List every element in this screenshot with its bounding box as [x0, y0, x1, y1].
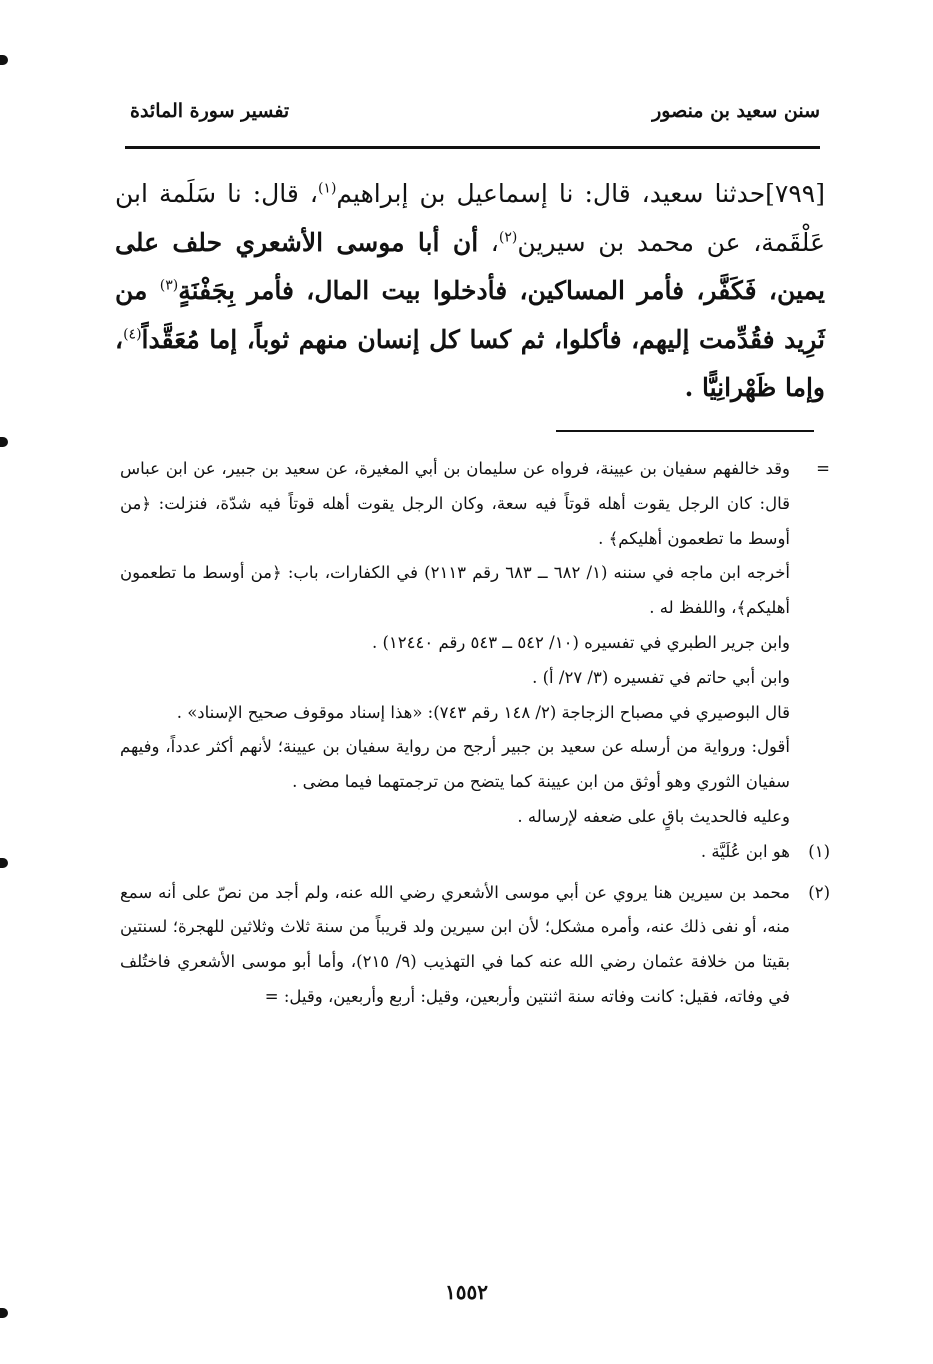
footnote-1 [120, 835, 830, 870]
footnote-text: هو ابن عُلَيَّة . [700, 841, 790, 861]
footnote-number: (١) [808, 841, 830, 861]
footnote-separator [556, 430, 814, 432]
matn-text: ، وإما ظَهْرانِيًّا . [115, 324, 825, 402]
isnad-text: ، [478, 227, 499, 257]
footnote-2 [120, 876, 830, 1015]
isnad-text: حدثنا سعيد، قال: نا إسماعيل بن إبراهيم [336, 179, 766, 208]
hadith-text [115, 170, 825, 413]
note-paragraph: أقول: ورواية من أرسله عن سعيد بن جبير أرجح من رواية سفيان بن عيينة؛ لأنهم أكثر عدداً، وفيهم سفيان الثوري وهو أوثق من ابن عيينة كما يتضح من ترجمتهما فيما مضى . [120, 737, 790, 792]
header-divider [125, 146, 820, 149]
note-paragraph: وابن جرير الطبري في تفسيره (١٠/ ٥٤٢ ــ ٥٤٣ رقم ١٢٤٤٠) . [371, 632, 790, 652]
footnote-ref-2: (٢) [498, 229, 518, 246]
note-paragraph: وقد خالفهم سفيان بن عيينة، فرواه عن سليمان بن أبي المغيرة، عن سعيد بن جبير، عن ابن عباس قال: كان الرجل يقوت أهله قوتاً فيه سعة، وكان الرجل يقوت أهله قوتاً فيه شدّة، فنزلت: ﴿من أوسط ما تطعمون أهليكم﴾ . [120, 459, 790, 548]
matn-text: أن أبا موسى الأشعري حلف على يمين، فَكَفَّر، فأمر المساكين، فأدخلوا بيت المال، فأمر بِجَفْنَةٍ [115, 227, 825, 305]
footnote-number: (٢) [808, 882, 830, 902]
chapter-title: تفسير سورة المائدة [130, 100, 290, 122]
binding-hole-mark [0, 437, 8, 447]
note-paragraph: وعليه فالحديث باقٍ على ضعفه لإرساله . [517, 806, 790, 826]
binding-hole-mark [0, 858, 8, 868]
footnote-continuation [120, 452, 830, 556]
note-paragraph: أخرجه ابن ماجه في سننه (١/ ٦٨٢ ــ ٦٨٣ رقم ٢١١٣) في الكفارات، باب: ﴿من أوسط ما تطعمون أهليكم﴾، واللفظ له . [120, 563, 790, 618]
binding-hole-mark [0, 1308, 8, 1318]
isnad-text: ، قال: نا سَلَمة ابن عَلْقَمة، عن محمد بن سيرين [115, 179, 826, 257]
footnotes [120, 452, 830, 1015]
binding-hole-mark [0, 55, 8, 65]
matn-text: من ثَرِيد فقُدِّمت إليهم، فأكلوا، ثم كسا كل إنسان منهم ثوباً، إما مُعَقَّداً [115, 276, 825, 354]
book-title: سنن سعيد بن منصور [652, 100, 820, 122]
note-paragraph: وابن أبي حاتم في تفسيره (٣/ ٢٧/ أ) . [532, 667, 790, 687]
footnote-text: محمد بن سيرين هنا يروي عن أبي موسى الأشعري رضي الله عنه، ولم أجد من نصّ على أنه سمع منه، أو نفى ذلك عنه، وأمره مشكل؛ لأن ابن سيرين ولد قريباً من سنة ثلاث وثلاثين للهجرة؛ لسنتين بقيتا من خلافة عثمان رضي الله عنه كما في التهذيب (٩/ ٢١٥)، وأما أبو موسى الأشعري فاختُلف في وفاته، فقيل: كانت وفاته سنة اثنتين وأربعين، وقيل: أربع وأربعين، وقيل: = [120, 882, 791, 1006]
page-number: ١٥٥٢ [445, 1280, 488, 1304]
running-header [110, 100, 820, 136]
footnote-ref-1: (١) [317, 180, 337, 197]
note-paragraph: قال البوصيري في مصباح الزجاجة (٢/ ١٤٨ رقم ٧٤٣): «هذا إسناد موقوف صحيح الإسناد» . [176, 702, 790, 722]
footnote-ref-4: (٤) [123, 326, 142, 343]
continuation-mark: = [816, 459, 830, 478]
hadith-number: [٧٩٩] [765, 179, 825, 208]
footnote-ref-3: (٣) [159, 277, 179, 294]
